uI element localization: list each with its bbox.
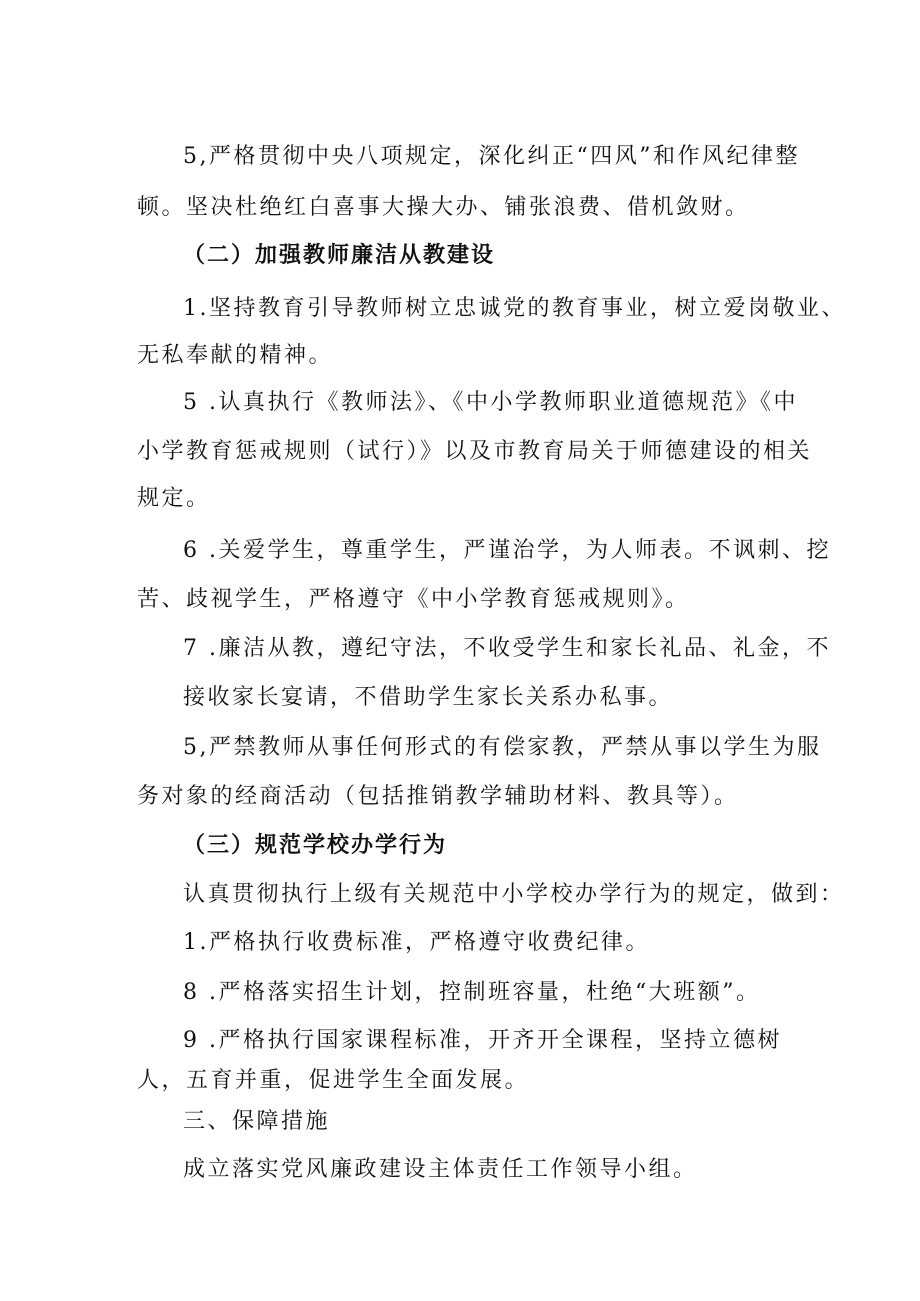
paragraph-line: 人，五育并重，促进学生全面发展。 <box>137 1068 530 1093</box>
paragraph-line: 5,严格贯彻中央八项规定，深化纠正“四风”和作风纪律整 <box>183 144 800 169</box>
section-heading: （二）加强教师廉洁从教建设 <box>183 243 496 268</box>
paragraph-line: 8 .严格落实招生计划，控制班容量，杜绝“大班额”。 <box>183 980 761 1005</box>
paragraph-line: 无私奉献的精神。 <box>137 343 334 368</box>
paragraph-line: 接收家长宴请，不借助学生家长关系办私事。 <box>183 685 674 710</box>
paragraph-line: 1.坚持教育引导教师树立忠诚党的教育事业，树立爱岗敬业、 <box>183 296 846 321</box>
paragraph-line: 6 .关爱学生，尊重学生，严谨治学，为人师表。不讽刺、挖 <box>183 538 831 563</box>
paragraph-line: 9 .严格执行国家课程标准，开齐开全课程，坚持立德树 <box>183 1028 782 1053</box>
paragraph-line: 成立落实党风廉政建设主体责任工作领导小组。 <box>183 1157 698 1182</box>
paragraph-line: 认真贯彻执行上级有关规范中小学校办学行为的规定，做到： <box>183 882 845 907</box>
paragraph-line: 小学教育惩戒规则（试行）》以及市教育局关于师德建设的相关 <box>137 439 813 464</box>
paragraph-line: 7 .廉洁从教，遵纪守法，不收受学生和家长礼品、礼金，不 <box>183 636 831 661</box>
paragraph-line: 规定。 <box>137 486 211 511</box>
paragraph-line: 务对象的经商活动（包括推销教学辅助材料、教具等）。 <box>137 784 739 809</box>
paragraph-line: 5 .认真执行《教师法》、《中小学教师职业道德规范》《中 <box>183 390 798 415</box>
paragraph-line: 苦、歧视学生，严格遵守《中小学教育惩戒规则》。 <box>137 587 690 612</box>
section-heading: （三）规范学校办学行为 <box>183 833 448 858</box>
paragraph-line: 顿。坚决杜绝红白喜事大操大办、铺张浪费、借机敛财。 <box>137 195 750 220</box>
paragraph-line: 1.严格执行收费标准，严格遵守收费纪律。 <box>183 930 650 955</box>
section-heading: 三、保障措施 <box>183 1109 331 1134</box>
paragraph-line: 5,严禁教师从事任何形式的有偿家教，严禁从事以学生为服 <box>183 735 822 760</box>
